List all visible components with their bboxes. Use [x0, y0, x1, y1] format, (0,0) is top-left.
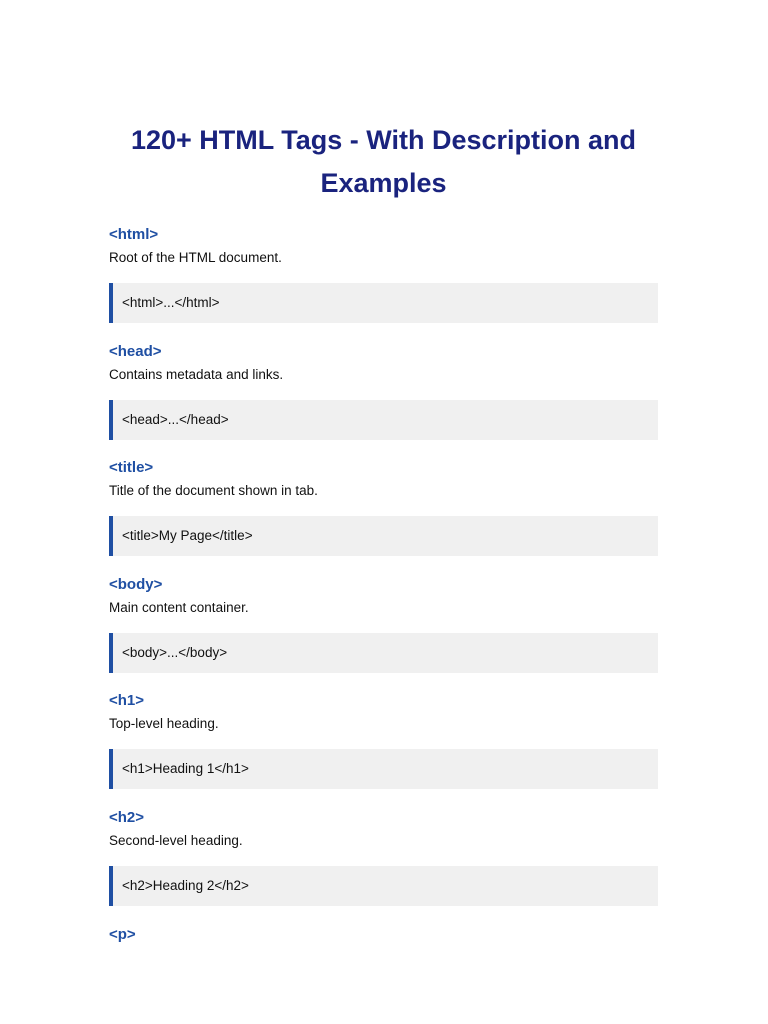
code-example: <h1>Heading 1</h1>: [109, 749, 658, 789]
tag-heading: <html>: [109, 226, 159, 243]
tag-entry-head: [109, 342, 658, 440]
code-example: <title>My Page</title>: [109, 516, 658, 556]
tag-description: Top-level heading.: [109, 716, 219, 731]
tag-heading: <h1>: [109, 692, 145, 709]
tag-heading: <title>: [109, 459, 154, 476]
tag-heading: <h2>: [109, 809, 145, 826]
code-example: <h2>Heading 2</h2>: [109, 866, 658, 906]
page-title: 120+ HTML Tags - With Description and Examples: [130, 125, 637, 198]
tag-entry-html: [109, 225, 658, 323]
tag-entry-body: [109, 575, 658, 673]
tag-heading: <p>: [109, 926, 136, 943]
tag-description: Second-level heading.: [109, 833, 243, 848]
tag-entry-p: [109, 925, 658, 945]
code-example: <body>...</body>: [109, 633, 658, 673]
tag-heading: <body>: [109, 576, 163, 593]
tag-entry-title: [109, 458, 658, 556]
code-example: <html>...</html>: [109, 283, 658, 323]
tag-entry-h1: [109, 691, 658, 789]
code-example: <head>...</head>: [109, 400, 658, 440]
tag-description: Title of the document shown in tab.: [109, 483, 318, 498]
tag-entry-h2: [109, 808, 658, 906]
tag-description: Contains metadata and links.: [109, 367, 284, 382]
tag-description: Root of the HTML document.: [109, 250, 282, 265]
tag-description: Main content container.: [109, 600, 249, 615]
tag-heading: <head>: [109, 343, 162, 360]
